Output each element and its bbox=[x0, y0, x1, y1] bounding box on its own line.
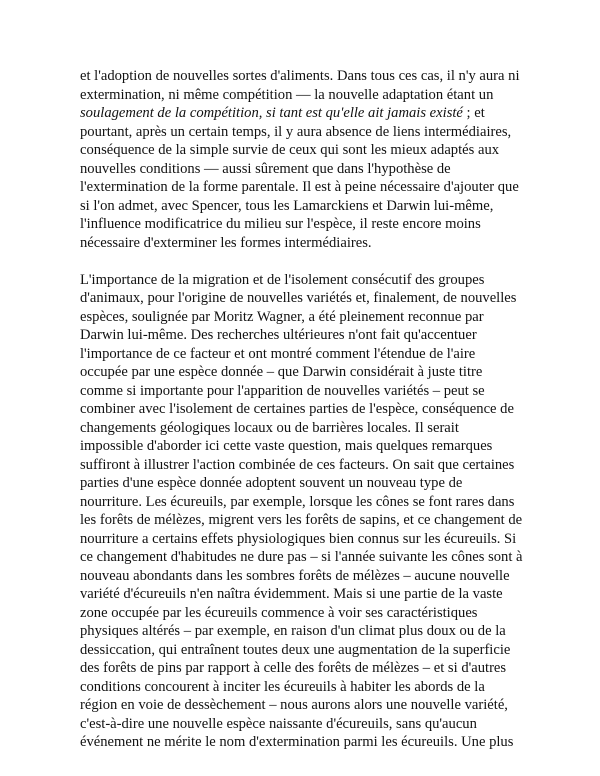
text-run: Darwin lui-même. Des recherches ultérieures n'ont fait qu'accentuer bbox=[80, 327, 477, 343]
text-line bbox=[80, 326, 520, 345]
text-run: pourtant, après un certain temps, il y aura absence de liens intermédiaires, bbox=[80, 123, 512, 140]
document-body bbox=[80, 67, 523, 752]
text-run: nécessaire d'exterminer les formes intermédiaires. bbox=[80, 234, 372, 251]
text-line bbox=[80, 419, 520, 438]
text-run: nourriture. Les écureuils, par exemple, lorsque les cônes se font rares dans bbox=[80, 493, 515, 510]
text-line bbox=[80, 215, 520, 234]
text-run: si l'on admet, avec Spencer, tous les Lamarckiens et Darwin lui-même, bbox=[80, 197, 494, 214]
text-line bbox=[80, 123, 520, 142]
text-line bbox=[80, 733, 520, 752]
text-line bbox=[80, 363, 520, 382]
text-run: dessiccation, qui entraînent toutes deux une augmentation de la superficie bbox=[80, 641, 511, 658]
text-line bbox=[80, 289, 520, 308]
text-line bbox=[80, 530, 520, 549]
text-line bbox=[80, 474, 520, 493]
text-run: combiner avec l'isolement de certaines parties de l'espèce, conséquence de bbox=[80, 401, 514, 417]
text-line bbox=[80, 678, 520, 697]
text-line bbox=[80, 604, 520, 623]
text-run: nouveau abondants dans les sombres forêts de mélèzes – aucune nouvelle bbox=[80, 567, 510, 584]
text-run: espèces, soulignée par Moritz Wagner, a été pleinement reconnue par bbox=[80, 308, 484, 325]
text-run: zone occupée par les écureuils commence à voir ses caractéristiques bbox=[80, 604, 478, 621]
text-line bbox=[80, 197, 520, 216]
text-line bbox=[80, 715, 520, 734]
text-run: ce changement d'habitudes ne dure pas – si l'année suivante les cônes sont à bbox=[80, 549, 523, 565]
text-run: et l'adoption de nouvelles sortes d'aliments. Dans tous ces cas, il n'y aura ni bbox=[80, 68, 520, 84]
text-line bbox=[80, 696, 520, 715]
paragraph bbox=[80, 67, 520, 252]
text-run: extermination, ni même compétition — la nouvelle adaptation étant un bbox=[80, 86, 494, 103]
text-line bbox=[80, 308, 520, 327]
paragraph bbox=[80, 271, 523, 752]
text-run: variété d'écureuils n'en naîtra évidemment. Mais si une partie de la vaste bbox=[80, 586, 503, 602]
text-run: nouvelles conditions — aussi sûrement que dans l'hypothèse de bbox=[80, 160, 451, 177]
text-run: l'importance de ce facteur et ont montré comment l'étendue de l'aire bbox=[80, 345, 476, 362]
text-run: changements géologiques locaux ou de barrières locales. Il serait bbox=[80, 419, 459, 436]
text-run: suffiront à illustrer l'action combinée de ces facteurs. On sait que certaines bbox=[80, 456, 515, 473]
text-run: occupée par une espèce donnée – que Darwin considérait à juste titre bbox=[80, 364, 483, 380]
text-run: d'animaux, pour l'origine de nouvelles variétés et, finalement, de nouvelles bbox=[80, 290, 517, 306]
text-run: région en voie de dessèchement – nous aurons alors une nouvelle variété, bbox=[80, 697, 508, 713]
text-run: c'est-à-dire une nouvelle espèce naissante d'écureuils, sans qu'aucun bbox=[80, 715, 477, 732]
text-run: physiques altérés – par exemple, en raison d'un climat plus doux ou de la bbox=[80, 623, 506, 639]
italic-text-run: soulagement de la compétition, si tant est qu'elle ait jamais existé bbox=[80, 105, 463, 121]
text-line bbox=[80, 567, 520, 586]
text-run: impossible d'aborder ici cette vaste question, mais quelques remarques bbox=[80, 438, 493, 454]
text-line bbox=[80, 160, 520, 179]
text-line bbox=[80, 104, 520, 123]
text-run: événement ne mérite le nom d'extermination parmi les écureuils. Une plus bbox=[80, 734, 514, 750]
text-run: l'extermination de la forme parentale. Il est à peine nécessaire d'ajouter que bbox=[80, 179, 519, 195]
text-line bbox=[80, 178, 520, 197]
text-line bbox=[80, 86, 520, 105]
text-line bbox=[80, 271, 520, 290]
text-line bbox=[80, 659, 520, 678]
text-line bbox=[80, 400, 520, 419]
text-run: conditions concourent à inciter les écureuils à habiter les abords de la bbox=[80, 678, 485, 695]
text-run: les forêts de mélèzes, migrent vers les forêts de sapins, et ce changement de bbox=[80, 512, 523, 528]
text-line bbox=[80, 382, 520, 401]
text-run: comme si importante pour l'apparition de nouvelles variétés – peut se bbox=[80, 382, 485, 399]
text-run: parties d'une espèce donnée adoptent souvent un nouveau type de bbox=[80, 475, 463, 491]
text-run: conséquence de la simple survie de ceux qui sont les mieux adaptés aux bbox=[80, 142, 500, 158]
text-line bbox=[80, 456, 520, 475]
text-run: des forêts de pins par rapport à celle des forêts de mélèzes – et si d'autres bbox=[80, 660, 507, 676]
text-run: L'importance de la migration et de l'isolement consécutif des groupes bbox=[80, 271, 485, 288]
text-run: ; et bbox=[462, 105, 485, 121]
document-page bbox=[80, 67, 523, 752]
text-line bbox=[80, 493, 520, 512]
text-line bbox=[80, 141, 520, 160]
text-run: nourriture a certains effets physiologiques bien connus sur les écureuils. Si bbox=[80, 530, 517, 547]
text-line bbox=[80, 622, 520, 641]
text-line bbox=[80, 234, 520, 253]
text-line bbox=[80, 585, 520, 604]
text-line bbox=[80, 345, 520, 364]
text-line bbox=[80, 548, 523, 567]
text-run: l'influence modificatrice du milieu sur l'espèce, il reste encore moins bbox=[80, 216, 481, 232]
text-line bbox=[80, 67, 520, 86]
text-line bbox=[80, 511, 523, 530]
text-line bbox=[80, 641, 520, 660]
text-line bbox=[80, 437, 520, 456]
